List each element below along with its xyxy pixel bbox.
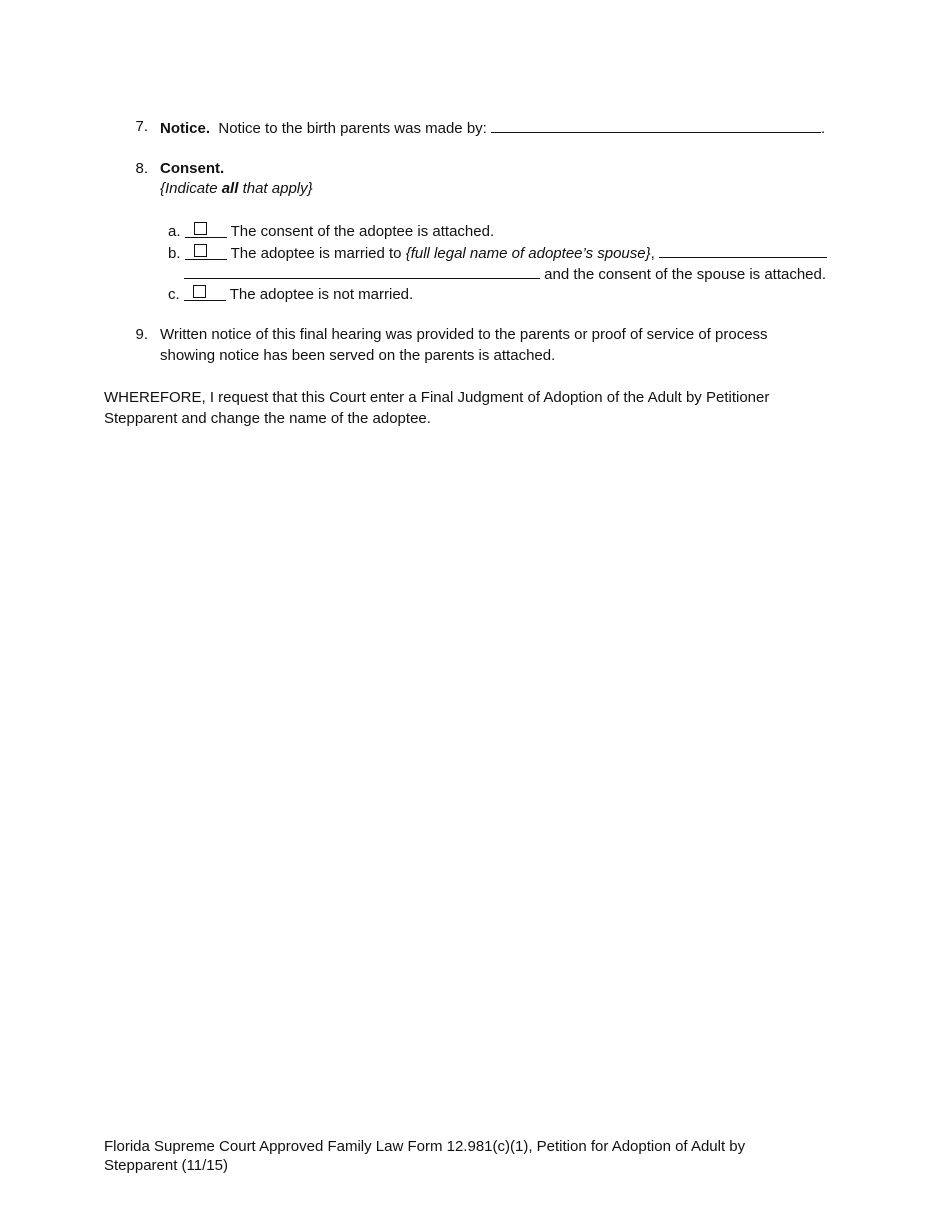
item-9-line-2: showing notice has been served on the parents is attached. — [160, 347, 556, 364]
option-letter: a. — [168, 223, 181, 240]
consent-option-c — [168, 285, 413, 303]
item-7-heading: Notice. — [160, 120, 211, 137]
form-footer — [104, 1137, 745, 1175]
instruction-post: that apply} — [242, 180, 313, 197]
spouse-name-field-2[interactable] — [184, 264, 540, 279]
consent-option-a — [168, 222, 494, 240]
option-text: The adoptee is not married. — [229, 286, 414, 303]
option-italic-text: {full legal name of adoptee’s spouse} — [405, 245, 651, 262]
item-7-content — [160, 118, 825, 137]
consent-option-b-line2 — [184, 264, 826, 283]
option-text: The consent of the adoptee is attached. — [230, 223, 495, 240]
option-text-continued: and the consent of the spouse is attached. — [544, 266, 827, 283]
consent-option-b — [168, 243, 827, 262]
checkbox-field — [185, 244, 227, 260]
adoptee-consent-checkbox[interactable] — [194, 222, 207, 235]
adoptee-not-married-checkbox[interactable] — [193, 285, 206, 298]
item-9-line-1: Written notice of this final hearing was provided to the parents or proof of service of process — [160, 326, 768, 343]
item-7-text: Notice to the birth parents was made by: — [218, 120, 487, 137]
item-8-number: 8. — [135, 160, 148, 177]
item-7-period: . — [821, 120, 826, 137]
option-letter: b. — [168, 245, 181, 262]
option-comma: , — [650, 245, 655, 262]
option-text: The adoptee is married to — [230, 245, 402, 262]
wherefore-paragraph — [104, 387, 769, 429]
spouse-name-field-1[interactable] — [659, 243, 827, 258]
wherefore-line-1: WHEREFORE, I request that this Court enter a Final Judgment of Adoption of the Adult by Petitioner — [104, 389, 770, 406]
item-9-text — [160, 324, 768, 366]
instruction-bold: all — [221, 180, 239, 197]
option-letter: c. — [168, 286, 180, 303]
checkbox-field — [185, 222, 227, 238]
adoptee-married-checkbox[interactable] — [194, 244, 207, 257]
footer-line-2: Stepparent (11/15) — [104, 1157, 228, 1174]
instruction-pre: {Indicate — [160, 180, 218, 197]
checkbox-field — [184, 285, 226, 301]
wherefore-line-2: Stepparent and change the name of the adoptee. — [104, 410, 431, 427]
item-8-instruction — [160, 180, 313, 197]
notice-method-field[interactable] — [491, 118, 821, 133]
footer-line-1: Florida Supreme Court Approved Family Law Form 12.981(c)(1), Petition for Adoption of Adult by — [104, 1138, 746, 1155]
item-8-heading: Consent. — [160, 160, 225, 177]
item-9-number: 9. — [135, 326, 148, 343]
item-7-number: 7. — [135, 118, 148, 135]
